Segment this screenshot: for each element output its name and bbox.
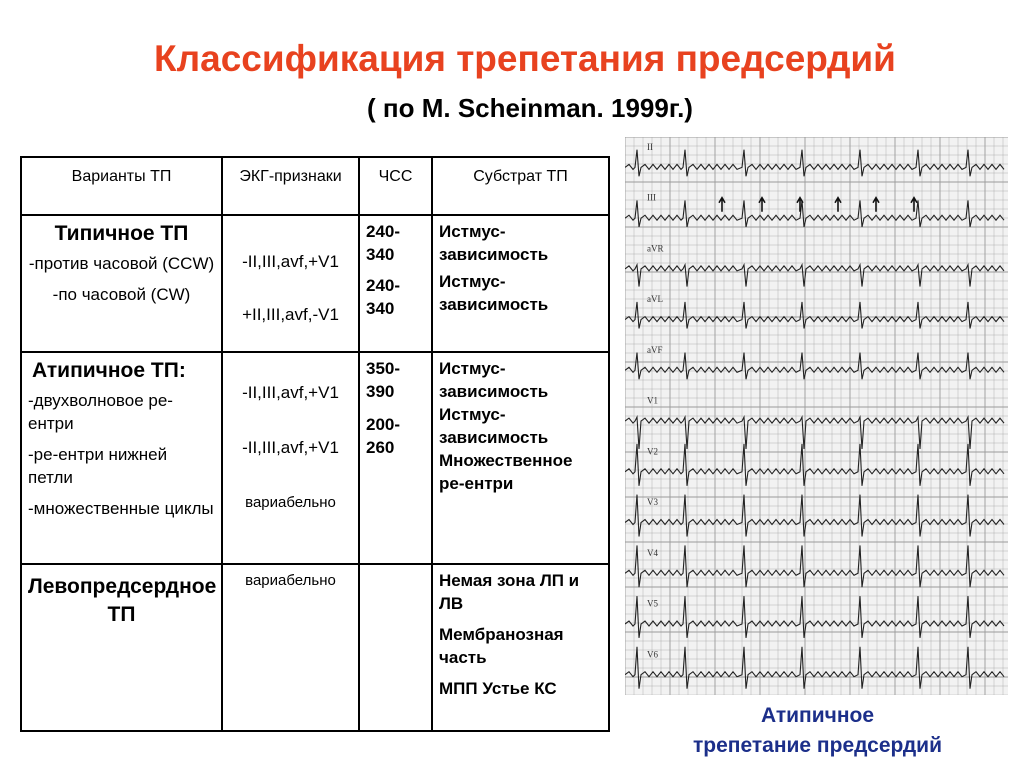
- header-variants: Варианты ТП: [21, 157, 222, 215]
- ecg-cell: [222, 564, 359, 731]
- substrate-value: Истмус-зависимость: [439, 405, 549, 447]
- ecg-caption: [640, 701, 995, 761]
- variant-title: Атипичное ТП:: [32, 359, 186, 382]
- caption-line: трепетание предсердий: [692, 734, 942, 757]
- ecg-trace: [625, 417, 1004, 449]
- ecg-lead-label: V6: [647, 649, 658, 660]
- ecg-trace: [625, 444, 1004, 486]
- variant-item: -против часовой (CCW): [28, 254, 215, 273]
- header-hr: ЧСС: [359, 157, 432, 215]
- flutter-wave-arrow: [835, 198, 841, 212]
- header-ecg: ЭКГ-признаки: [222, 157, 359, 215]
- substrate-value: Истмус-зависимость: [439, 222, 549, 264]
- flutter-wave-arrow: [911, 198, 917, 212]
- ecg-image: [625, 137, 1008, 695]
- ecg-sign: +II,III,avf,-V1: [242, 305, 339, 324]
- ecg-lead-label: V4: [647, 547, 658, 558]
- variant-item: -ре-ентри нижней петли: [28, 445, 168, 487]
- ecg-sign: -II,III,avf,+V1: [242, 438, 339, 457]
- hr-cell: [359, 564, 432, 731]
- variant-item: -множественные циклы: [28, 499, 214, 518]
- hr-value: 240-340: [366, 222, 401, 264]
- ecg-trace: [625, 150, 1004, 177]
- ecg-strip: [625, 137, 1008, 695]
- variant-cell: [21, 564, 222, 731]
- ecg-trace: [625, 545, 1004, 587]
- substrate-value: Истмус-зависимость: [439, 272, 549, 314]
- substrate-value: Множественное ре-ентри: [439, 451, 573, 493]
- substrate-cell: [432, 564, 609, 731]
- substrate-value: МПП Устье КС: [439, 679, 557, 698]
- variant-title: Типичное ТП: [54, 222, 189, 245]
- ecg-lead-label: V5: [647, 598, 658, 609]
- table-row: [21, 564, 609, 731]
- substrate-value: Мембранозная часть: [439, 625, 564, 667]
- variant-cell: [21, 352, 222, 564]
- hr-cell: [359, 215, 432, 352]
- variant-item: -двухволновое ре-ентри: [28, 391, 173, 433]
- ecg-trace: [625, 302, 1004, 329]
- ecg-lead-label: V1: [647, 395, 658, 406]
- hr-value: 350-390: [366, 359, 401, 401]
- variant-item: -по часовой (CW): [52, 285, 191, 304]
- hr-value: 240-340: [366, 276, 401, 318]
- ecg-sign: вариабельно: [245, 572, 336, 589]
- ecg-lead-label: aVF: [647, 344, 663, 355]
- ecg-grid: [625, 137, 1008, 695]
- ecg-trace: [625, 495, 1004, 537]
- ecg-trace: [625, 200, 1004, 227]
- page-subtitle: ( по M. Scheinman. 1999г.): [367, 93, 693, 123]
- page-title: Классификация трепетания предсердий: [154, 38, 896, 79]
- ecg-lead-label: aVR: [647, 243, 664, 254]
- header-substrate: Субстрат ТП: [432, 157, 609, 215]
- table-row: [21, 352, 609, 564]
- substrate-value: Немая зона ЛП и ЛВ: [439, 571, 580, 613]
- ecg-trace: [625, 353, 1004, 380]
- substrate-value: Истмус-зависимость: [439, 359, 549, 401]
- hr-value: 200-260: [366, 415, 401, 457]
- ecg-trace: [625, 647, 1004, 689]
- flutter-wave-arrow: [873, 198, 879, 212]
- ecg-sign: вариабельно: [245, 494, 336, 511]
- substrate-cell: [432, 352, 609, 564]
- hr-cell: [359, 352, 432, 564]
- substrate-cell: [432, 215, 609, 352]
- ecg-sign: -II,III,avf,+V1: [242, 383, 339, 402]
- table-row: [21, 215, 609, 352]
- ecg-lead-label: V3: [647, 497, 658, 508]
- classification-table: [20, 156, 610, 732]
- variant-title: Левопредсердное ТП: [28, 575, 217, 626]
- ecg-trace: [625, 265, 1004, 287]
- caption-line: Атипичное: [760, 704, 875, 727]
- table-header-row: [21, 157, 609, 215]
- variant-cell: [21, 215, 222, 352]
- ecg-lead-label: III: [647, 192, 656, 203]
- ecg-lead-label: V2: [647, 446, 658, 457]
- ecg-sign: -II,III,avf,+V1: [242, 252, 339, 271]
- ecg-cell: [222, 215, 359, 352]
- ecg-lead-label: II: [647, 142, 653, 152]
- ecg-lead-label: aVL: [647, 294, 663, 305]
- ecg-cell: [222, 352, 359, 564]
